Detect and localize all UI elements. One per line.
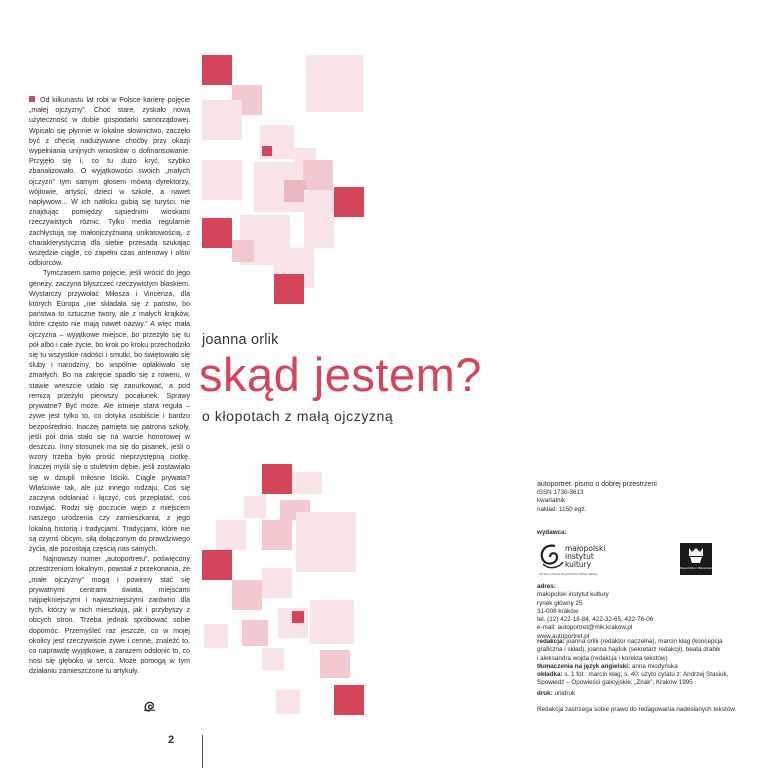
mosaic-square	[306, 55, 363, 112]
logo-caption: Wydawca Pisma Województwa Małopolskiego	[539, 573, 598, 576]
cover-line: s. 1 fot.: marcin kłag; s. 40: użyto cytatu z: Andrzej Stasiuk,	[564, 671, 729, 679]
logo-text-line: małopolski	[565, 544, 606, 553]
mosaic-square	[292, 472, 322, 494]
mosaic-square	[232, 85, 262, 115]
mosaic-square	[274, 248, 314, 288]
mosaic-square	[280, 500, 310, 520]
mosaic-square	[216, 520, 246, 550]
article-paragraph-text: Od kilkunastu lat robi w Polsce karierę pojęcie „małej ojczyzny”. Choć stare, zyskało nową użyteczność w dobie gospodarki samorządowej. Wpisało się płynnie w lokalne słownictwo, zaczęło być z chęcią nadużywane choćby przy okazji wypełniania unijnych wniosków o dofinansowanie. Przyjęło się i, co tu dużo kryć, szybko zbanalizowało. O wyjątkowości swoich „małych ojczyzn” tym samym głosem mówią dyrektorzy, wójtowie, artyści, dzieci w szkole, a nawet napływowi... W ich natłoku gubią się turyści, nie znajdując pomiędzy sąsiednimi wioskami rzeczywistych różnic. Tylko media regularnie zachłystują się małoojczyźnianą unikatowością, z charakterystyczną dla siebie przesadą szukając wszędzie ciągle, co zapełni czas antenowy i olśni odbiorców.	[29, 97, 190, 268]
address-line: małopolski instytut kultury	[537, 591, 609, 599]
page-number: 2	[168, 734, 175, 746]
mosaic-square	[232, 580, 262, 610]
mosaic-square	[310, 600, 354, 644]
editorial-line: joanna orlik (redaktor naczelna), marcin kłag (koncepcja	[566, 638, 723, 645]
mosaic-square	[296, 512, 356, 572]
mosaic-square	[242, 620, 268, 646]
mosaic-square	[262, 520, 292, 550]
magazine-name: autoportret. pismo o dobrej przestrzeni	[537, 481, 657, 488]
address-line: 31-008 kraków	[537, 607, 579, 615]
svg-text:Województwo Małopolskie: Województwo Małopolskie	[680, 567, 712, 570]
malopolska-crest-icon	[680, 543, 712, 575]
malopolska-logo-icon	[680, 543, 712, 575]
mosaic-square	[254, 162, 304, 212]
address-line: www.autoportret.pl	[537, 632, 590, 640]
issn: ISSN 1730-3613	[537, 489, 584, 496]
mosaic-square	[304, 218, 334, 248]
editorial-line: graficzna i skład), joanna hajduk (sekretarz redakcji), beata drabik	[537, 646, 721, 654]
mosaic-square	[334, 685, 364, 715]
mosaic-square	[278, 608, 308, 638]
feature-subtitle: o kłopotach z małą ojczyzną	[202, 408, 394, 424]
article-paragraph	[29, 96, 190, 269]
mosaic-square	[202, 550, 232, 580]
editorial-label: redakcja:	[537, 638, 565, 645]
mosaic-square	[292, 611, 304, 623]
mosaic-square	[204, 624, 228, 648]
address-line: rynek główny 25	[537, 599, 583, 607]
article-paragraph-text: Tymczasem samo pojęcie, jeśli wrócić do jego genezy, zaczyna błyszczeć rzeczywistym blaskiem. Wystarczy przywołać Miłosza i Vincenza, dla których Europa „nie składała się z państw, bo państwa to sztuczne twory, ale z małych krajków, które często nie mają nawet nazwy.” A więc mała ojczyzna – wyjątkowe miejsce, bo przeżyło się tu pół albo i całe życie, bo krok po kroku przechodziło się tu wszystkie radości i smutki, bo świętowało się śluby i narodziny, bo wspólnie opłakiwało się zmarłych. Bo na zakręcie spadło się z roweru, w stawie wreszcie udało się zanurkować, a pod remizą przeżyło pierwszy pocałunek. Sprawy prywatne? Być może. Ale istnieje stara reguła – żywe jest tylko to, co dotyka osobiście i bardzo bezpośrednio. Inaczej pamięta się patrona szkoły, jeśli pół dnia stało się na warcie honorowej w deszczu. Inny stosunek ma się do pisanek, jeśli o wzory trzeba było prosić nieprzystępną ciotkę. Inaczej myśli się o stuletnim dębie, jeśli zostawiało się w dziupli miłosne liściki. Ciągle prywata? Właściwie tak, ale już innego rodzaju. Coś się zaczyna odsłaniać i łączyć, coś przeplatać, coś rozwijać. Rodzi się poczucie więzi z miejscem naszego urodzenia czy zamieszkania, z jego lokalną historią i tradycjami. Tradycjami, które nie są czymś obcym, siłą dołączonym do prawdziwego życia, ale pozostają częścią nas samych.	[29, 270, 190, 553]
colophon-header	[537, 480, 737, 514]
mosaic-square	[303, 160, 333, 190]
feature-title: skąd jestem?	[199, 348, 482, 401]
mosaic-square	[240, 215, 290, 265]
address-block	[537, 583, 737, 641]
editorial-line: i aleksandra wojda (redakcja i korekta tekstów)	[537, 654, 668, 662]
mosaic-square	[244, 496, 266, 518]
mosaic-square	[260, 125, 294, 159]
address-line: e-mail: autoportret@mik.krakow.pl	[537, 624, 633, 632]
column-divider	[202, 735, 203, 768]
print-run: nakład: 1150 egz.	[537, 505, 587, 513]
mosaic-square	[202, 100, 242, 140]
editorial-block	[537, 638, 737, 688]
logo-text-line: kultury	[565, 560, 592, 569]
mosaic-square	[202, 55, 232, 85]
print-label: druk:	[537, 690, 553, 697]
cover-label: okładka:	[537, 671, 563, 679]
cover-line: Spowiedź – Opowieści galicyjskie, „Znak”, Kraków 1995	[537, 679, 693, 687]
spiral-logo-icon	[143, 700, 156, 713]
mosaic-square	[274, 274, 304, 304]
mosaic-square	[202, 218, 232, 248]
mosaic-square	[284, 180, 306, 202]
editorial-disclaimer: Redakcja zastrzega sobie prawo do redagowania nadesłanych tekstów.	[537, 706, 737, 713]
mosaic-square	[262, 464, 292, 494]
mik-logo-icon	[537, 540, 629, 576]
mosaic-square	[304, 190, 334, 218]
address-heading: adres:	[537, 583, 556, 590]
author-name: joanna orlik	[202, 332, 279, 348]
mosaic-square	[334, 187, 364, 217]
mosaic-square	[232, 240, 254, 262]
mosaic-square	[276, 690, 300, 714]
article-paragraph	[29, 269, 190, 555]
print-info	[537, 690, 737, 698]
translations-label: tłumaczenia na język angielski:	[537, 662, 631, 670]
article-paragraph	[29, 555, 190, 677]
mosaic-square	[294, 148, 316, 170]
translations-value: anna miodyńska	[631, 662, 678, 670]
article-paragraph-text: Najnowszy numer „autoportretu”, poświęcony przestrzeniom lokalnym, powstał z przekonania, że „małe ojczyzny” mogą i powinny stać się prywatnymi centrami świata, miejscami najpiękniejszymi i najważniejszymi zarówno dla tych, którzy w nich mieszkają, jak i przybyszy z obcych stron. Trzeba jednak spróbować sobie dopomóc. Przemyśleć raz jeszcze, co w mojej okolicy jest rzeczywiście żywe i cenne, znaleźć to, co naprawdę wyjątkowe, a zarazem odsłonić to, co nosi się głęboko w sercu. Może pomogą w tym działaniu zamieszczone tu artykuły.	[29, 556, 190, 676]
print-value: unidruk	[554, 690, 576, 697]
mosaic-square	[262, 568, 292, 598]
mosaic-square	[262, 648, 284, 670]
frequency: kwartalnik	[537, 497, 565, 505]
intro-article	[29, 96, 190, 678]
publisher-heading: wydawca:	[537, 529, 567, 536]
mosaic-square	[320, 650, 350, 678]
red-square-icon	[29, 96, 35, 102]
address-line: tel. (12) 422-18-84, 422-32-65, 422-76-06	[537, 616, 654, 624]
mosaic-square	[202, 160, 242, 200]
logo-text-line: instytut	[565, 552, 594, 561]
mosaic-square	[262, 146, 272, 156]
